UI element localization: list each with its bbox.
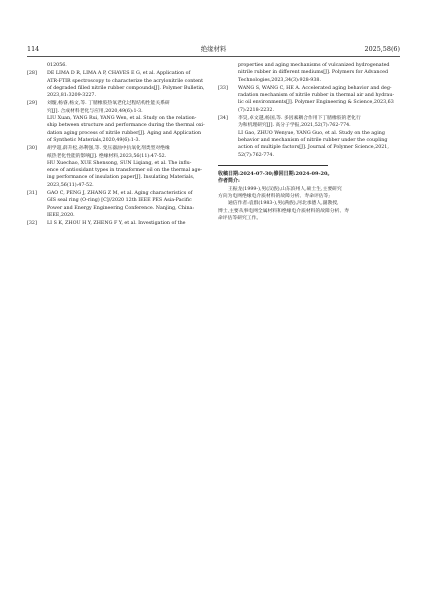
reference-line: 刘璇,杨睿,杨文,等. 丁腈橡胶热氧老化过程结构性能关系研 <box>47 101 170 107</box>
reference-28 <box>27 70 210 99</box>
page-number: 114 <box>27 45 40 53</box>
reference-line: 为和机理研究[J]. 高分子学报,2021,52(7):762-774. <box>238 123 351 129</box>
reference-line: GAO C, PENG J, ZHANG Z M, et al. Aging characteristics of <box>47 191 193 197</box>
reference-line: WANG S, WANG C, HE A. Accelerated aging behavior and deg- <box>238 85 392 91</box>
reference-line: lic oil environments[J]. Polymer Engineering & Science,2023,63 <box>238 100 394 106</box>
author-bio-line: 通信作者:袁群(1983-),男(满族),河北承德人,副教授, <box>228 201 339 207</box>
reference-line: LI S K, ZHOU H Y, ZHENG F Y, et al. Investigation of the <box>47 221 186 227</box>
reference-line: ing performance of insulation paper[J]. Insulating Materials, <box>47 175 195 181</box>
reference-line: 2023,56(11):47-52. <box>47 182 94 188</box>
reference-line: HU Xuechao, XUE Shensong, SUN Liqiang, et al. The influ- <box>47 160 192 166</box>
reference-line: LI Gao, ZHUO Wenyue, YANG Guo, et al. Study on the aging <box>238 130 385 136</box>
reference-line: IEEE,2020. <box>47 212 75 218</box>
received-dates: 收稿日期:2024-07-30;修回日期:2024-09-20。 <box>218 170 333 177</box>
reference-34 <box>218 115 401 159</box>
reference-line: Power and Energy Engineering Conference. Nanjing, China: <box>47 205 195 211</box>
reference-line: properties and aging mechanisms of vulcanized hydrogenated <box>238 63 390 68</box>
reference-line: 李昊,卓文越,杨国,等. 多因素耦合作用下丁腈橡胶的老化行 <box>238 116 361 122</box>
reference-line: of degraded filled nitrile rubber compounds[J]. Polymer Bulletin, <box>47 85 205 91</box>
reference-line: GIS seal ring (O-ring) [C]//2020 12th IEEE PES Asia-Pacific <box>47 198 192 204</box>
reference-29 <box>27 100 210 144</box>
reference-number: [32] <box>27 221 37 227</box>
reference-number: [30] <box>27 146 37 152</box>
author-info-heading: 作者简介: <box>218 178 240 185</box>
reference-line: 胡学超,薛升松,孙利强,等. 变压器油中抗氧化剂类型对绝缘 <box>47 146 170 152</box>
reference-30 <box>27 145 210 189</box>
reference-line: (7):2218-2232. <box>238 107 274 113</box>
reference-line: ence of antioxidant types in transformer oil on the thermal age- <box>47 168 203 174</box>
reference-line: ship between structure and performance during the thermal oxi- <box>47 123 205 129</box>
reference-line: of Synthetic Materials,2020,49(6):1-3. <box>47 137 141 143</box>
reference-line: radation mechanism of nitrile rubber in thermal air and hydrau- <box>238 93 395 99</box>
reference-32-continued <box>218 62 401 84</box>
right-column <box>218 62 401 222</box>
reference-line: 012056. <box>47 63 67 68</box>
reference-line: 52(7):762-774. <box>238 152 274 158</box>
author-bio-line: 王振龙(1999-),男(汉族),山东滨州人,硕士生,主要研究 <box>228 186 342 192</box>
reference-number: [34] <box>218 116 228 122</box>
reference-line: LIU Xuan, YANG Rui, YANG Wen, et al. Study on the relation- <box>47 116 197 122</box>
reference-line: Technologies,2023,34(3):928-938. <box>238 77 321 83</box>
reference-line: 纸热老化性能的影响[J]. 绝缘材料,2023,56(11):47-52. <box>47 153 167 159</box>
author-bio <box>218 186 401 222</box>
reference-number: [29] <box>27 101 37 107</box>
reference-line: ATR-FTIR spectroscopy to characterize the acrylonitrile content <box>47 78 204 84</box>
reference-line: DE LIMA D R, LIMA A P, CHAVES E G, et al. Application of <box>47 71 191 77</box>
reference-line: action of multiple factors[J]. Journal of Polymer Science,2021, <box>238 145 389 151</box>
reference-31 <box>27 190 210 219</box>
issue-info: 2025,58(6) <box>364 45 400 53</box>
reference-33 <box>218 85 401 114</box>
reference-line: 究[J]. 合成材料老化与应用,2020,49(6):1-3. <box>47 108 143 114</box>
author-bio-line: 命评估等研究工作。 <box>218 216 262 222</box>
reference-32 <box>27 220 210 227</box>
reference-line: behavior and mechanism of nitrile rubber under the coupling <box>238 137 388 143</box>
reference-number: [31] <box>27 191 37 197</box>
reference-line: dation aging process of nitrile rubber[J]. Aging and Application <box>47 130 202 136</box>
left-column <box>27 62 210 229</box>
reference-number: [33] <box>218 85 228 91</box>
section-divider <box>218 165 328 166</box>
reference-27-continued <box>27 62 210 69</box>
reference-number: [28] <box>27 71 37 77</box>
author-bio-line: 方向为电网绝缘电介质材料的故障分析、寿命评估等; <box>218 194 330 200</box>
reference-line: nitrile rubber in different mediums[J]. Polymers for Advanced <box>238 70 389 76</box>
reference-line: 2023,81:3209-3227. <box>47 93 97 99</box>
journal-title: 绝缘材料 <box>200 45 227 53</box>
author-bio-line: 博士,主要从事电网全属材料和绝缘电介质材料的故障分析、寿 <box>218 208 350 214</box>
running-header <box>27 44 400 57</box>
